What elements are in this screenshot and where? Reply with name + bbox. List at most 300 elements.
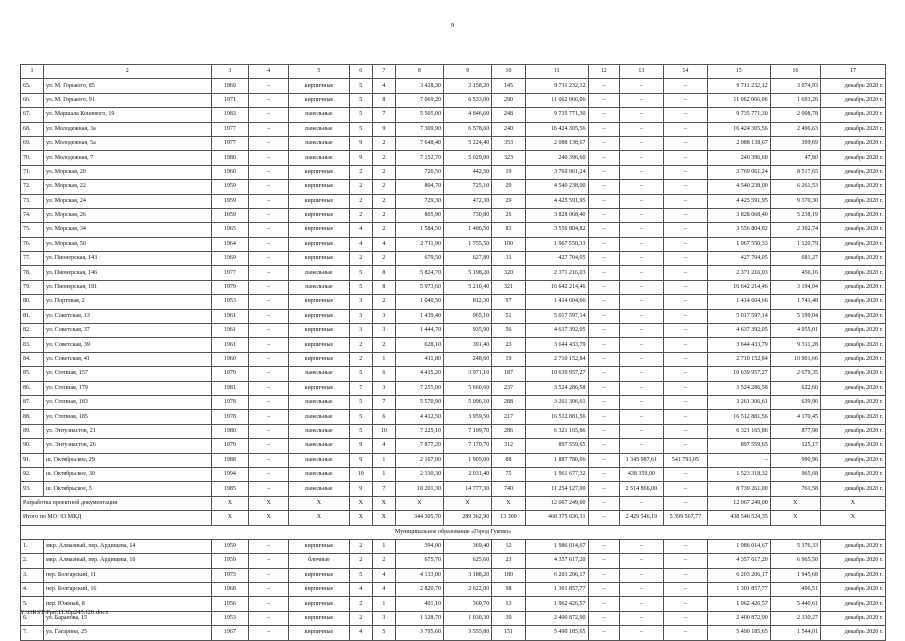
table-cell: декабрь 2020 г.	[820, 280, 885, 294]
table-cell: 2	[372, 554, 395, 568]
table-cell: 7	[372, 482, 395, 496]
table-cell: 427 704,05	[525, 252, 588, 266]
table-cell: X	[372, 496, 395, 510]
page-number: 9	[450, 22, 455, 29]
table-cell: 3 524 286,58	[525, 381, 588, 395]
table-cell: панельные	[289, 424, 350, 438]
table-cell: 1960	[211, 352, 249, 366]
table-cell: –	[663, 93, 707, 107]
table-cell: 1959	[211, 554, 249, 568]
table-cell: 3 644 433,79	[525, 338, 588, 352]
table-cell: –	[249, 626, 289, 640]
table-cell: 725,10	[444, 180, 492, 194]
table-cell: –	[588, 122, 619, 136]
table-cell: 1 967 550,33	[707, 237, 770, 251]
table-cell: ул. Пионерская, 181	[44, 280, 212, 294]
table-cell: 5 376,33	[770, 539, 820, 553]
table-cell: –	[619, 194, 663, 208]
table-cell: декабрь 2020 г.	[820, 583, 885, 597]
table-cell: –	[588, 338, 619, 352]
table-cell: 2	[372, 295, 395, 309]
table-cell: кирпичные	[289, 237, 350, 251]
table-cell: 8	[372, 266, 395, 280]
table-cell: ул. М. Горького, 85	[44, 79, 212, 93]
table-cell: 19	[492, 352, 526, 366]
table-row	[21, 180, 886, 194]
table-cell: –	[663, 165, 707, 179]
table-cell: 240 396,60	[707, 151, 770, 165]
table-cell: ул. Маршала Кошевого, 19	[44, 108, 212, 122]
table-cell: 5 017 597,14	[525, 309, 588, 323]
table-cell: 6 203 206,17	[707, 568, 770, 582]
table-row	[21, 165, 886, 179]
table-cell: 4 540 238,00	[525, 180, 588, 194]
table-cell: 3 769 061,24	[525, 165, 588, 179]
table-cell: 5 660,60	[444, 381, 492, 395]
column-number-cell: 11	[525, 65, 588, 79]
table-cell: 80.	[21, 295, 44, 309]
table-cell: 79.	[21, 280, 44, 294]
table-cell: –	[619, 583, 663, 597]
table-cell: –	[588, 223, 619, 237]
table-cell: 1979	[211, 280, 249, 294]
table-cell: 456,16	[770, 266, 820, 280]
table-cell: 85.	[21, 367, 44, 381]
table-cell: –	[249, 554, 289, 568]
table-cell: 39	[492, 611, 526, 625]
table-cell: 23	[492, 338, 526, 352]
table-cell: 7	[372, 395, 395, 409]
table-cell: ул. Степная, 185	[44, 410, 212, 424]
table-cell: –	[619, 252, 663, 266]
table-cell: 399,69	[770, 136, 820, 150]
table-cell: 5 440,61	[770, 597, 820, 611]
table-cell: декабрь 2020 г.	[820, 539, 885, 553]
table-cell: 897 559,65	[525, 439, 588, 453]
table-cell: X	[249, 511, 289, 525]
table-cell: пер. Болгарский, 16	[44, 583, 212, 597]
table-cell: 3	[372, 309, 395, 323]
table-cell: –	[663, 280, 707, 294]
table-cell: декабрь 2020 г.	[820, 136, 885, 150]
table-cell: 2 330,27	[770, 611, 820, 625]
table-cell: –	[249, 266, 289, 280]
table-cell: 51	[492, 309, 526, 323]
table-cell: 323	[492, 151, 526, 165]
table-cell: 9	[349, 151, 372, 165]
table-cell: 3 556 804,82	[707, 223, 770, 237]
table-cell: панельные	[289, 122, 350, 136]
table-cell: –	[663, 424, 707, 438]
table-row	[21, 395, 886, 409]
table-cell: ул. Морская, 20	[44, 165, 212, 179]
column-number-cell: 13	[619, 65, 663, 79]
table-cell: 9	[372, 122, 395, 136]
table-cell: декабрь 2020 г.	[820, 611, 885, 625]
table-cell: 1	[372, 597, 395, 611]
table-cell: 4	[372, 79, 395, 93]
table-cell: –	[588, 108, 619, 122]
table-cell: 965,68	[770, 467, 820, 481]
table-cell: декабрь 2020 г.	[820, 180, 885, 194]
table-cell: мкр. Алмазный, пер. Ардищева, 16	[44, 554, 212, 568]
table-cell: 4 637 392,05	[707, 324, 770, 338]
table-cell: декабрь 2020 г.	[820, 295, 885, 309]
table-row	[21, 252, 886, 266]
table-cell: кирпичные	[289, 252, 350, 266]
table-cell: 5 029,00	[444, 151, 492, 165]
design-documentation-row	[21, 496, 886, 510]
table-cell: декабрь 2020 г.	[820, 338, 885, 352]
table-cell: 394,00	[395, 539, 443, 553]
table-cell: 2	[349, 597, 372, 611]
column-number-cell: 14	[663, 65, 707, 79]
table-cell: 23	[492, 554, 526, 568]
table-row	[21, 208, 886, 222]
table-cell: панельные	[289, 367, 350, 381]
table-cell: –	[663, 352, 707, 366]
table-cell: ш. Октябрьское, 29	[44, 453, 212, 467]
table-cell: –	[663, 338, 707, 352]
table-cell: –	[588, 568, 619, 582]
table-cell: 1979	[211, 367, 249, 381]
table-cell: ул. Советская, 39	[44, 338, 212, 352]
table-cell: кирпичные	[289, 338, 350, 352]
table-cell: панельные	[289, 136, 350, 150]
table-cell: –	[663, 208, 707, 222]
table-cell: 6 533,00	[444, 93, 492, 107]
table-cell: декабрь 2020 г.	[820, 122, 885, 136]
table-cell: 286	[492, 424, 526, 438]
table-cell: 290	[492, 93, 526, 107]
table-cell: 1983	[211, 108, 249, 122]
table-cell: X	[349, 496, 372, 510]
table-cell: 29	[492, 194, 526, 208]
table-cell: 4	[372, 583, 395, 597]
table-cell: 805,90	[395, 208, 443, 222]
table-cell: ул. Степная, 157	[44, 367, 212, 381]
table-cell: 11 062 066,06	[707, 93, 770, 107]
table-cell: 145	[492, 79, 526, 93]
table-cell: 2 088 138,67	[707, 136, 770, 150]
table-cell: –	[663, 180, 707, 194]
table-cell: –	[588, 165, 619, 179]
table-cell: кирпичные	[289, 194, 350, 208]
table-cell: декабрь 2020 г.	[820, 165, 885, 179]
column-number-cell: 15	[707, 65, 770, 79]
table-cell: 1959	[211, 539, 249, 553]
table-cell: –	[663, 266, 707, 280]
table-cell: 18 201,30	[395, 482, 443, 496]
table-cell: 4.	[21, 583, 44, 597]
table-row	[21, 223, 886, 237]
table-cell: 4	[349, 237, 372, 251]
table-cell: –	[588, 252, 619, 266]
table-cell: –	[663, 611, 707, 625]
table-cell: 75.	[21, 223, 44, 237]
table-cell: 1 584,50	[395, 223, 443, 237]
table-cell: –	[588, 93, 619, 107]
table-cell: ул. Советская, 41	[44, 352, 212, 366]
table-cell: кирпичные	[289, 79, 350, 93]
table-cell: –	[619, 539, 663, 553]
table-cell: 10 639 957,27	[707, 367, 770, 381]
table-cell: 1 741,48	[770, 295, 820, 309]
table-cell: X	[820, 496, 885, 510]
table-cell: панельные	[289, 439, 350, 453]
table-cell: 3 828 068,40	[707, 208, 770, 222]
table-row	[21, 611, 886, 625]
table-cell: –	[663, 151, 707, 165]
table-cell: 13	[492, 597, 526, 611]
table-cell: 360,70	[444, 597, 492, 611]
table-row	[21, 338, 886, 352]
table-cell: 92.	[21, 467, 44, 481]
column-number-cell: 10	[492, 65, 526, 79]
table-cell: 4	[349, 626, 372, 640]
table-cell: –	[249, 280, 289, 294]
table-cell: 11 062 066,06	[525, 93, 588, 107]
table-cell: 4 357 617,20	[525, 554, 588, 568]
table-cell: 72.	[21, 180, 44, 194]
table-cell: 2 711,90	[395, 237, 443, 251]
table-cell: 1 961 677,32	[525, 467, 588, 481]
table-cell: кирпичные	[289, 93, 350, 107]
table-cell: 2 008,78	[770, 108, 820, 122]
table-cell: кирпичные	[289, 165, 350, 179]
table-cell: 10 901,66	[770, 352, 820, 366]
column-number-cell: 7	[372, 65, 395, 79]
table-cell: 442,50	[444, 165, 492, 179]
table-cell: 2	[372, 194, 395, 208]
table-cell: ул. Энтузиастов, 26	[44, 439, 212, 453]
table-cell: 1 523 318,32	[707, 467, 770, 481]
table-row	[21, 482, 886, 496]
table-cell: кирпичные	[289, 309, 350, 323]
table-row	[21, 266, 886, 280]
table-cell: 1 544,01	[770, 626, 820, 640]
table-cell: декабрь 2020 г.	[820, 352, 885, 366]
table-cell: 4 540 238,00	[707, 180, 770, 194]
table-cell: –	[619, 108, 663, 122]
table-cell: 125,17	[770, 439, 820, 453]
table-cell: –	[707, 453, 770, 467]
table-cell: кирпичные	[289, 611, 350, 625]
table-cell: 804,70	[395, 180, 443, 194]
table-row	[21, 324, 886, 338]
table-cell: 1 439,40	[395, 309, 443, 323]
table-cell: 5 198,20	[444, 266, 492, 280]
table-cell: декабрь 2020 г.	[820, 453, 885, 467]
table-cell: ул. Советская, 13	[44, 309, 212, 323]
table-cell: 5	[349, 410, 372, 424]
table-cell: 90.	[21, 439, 44, 453]
table-cell: –	[619, 424, 663, 438]
table-cell: –	[588, 381, 619, 395]
table-cell: декабрь 2020 г.	[820, 597, 885, 611]
table-cell: –	[663, 381, 707, 395]
table-cell: 16 512 881,56	[707, 410, 770, 424]
table-cell: –	[663, 252, 707, 266]
table-cell: 3 261 306,61	[707, 395, 770, 409]
table-cell: –	[588, 554, 619, 568]
table-cell: 240 396,60	[525, 151, 588, 165]
table-cell: 5	[349, 424, 372, 438]
table-cell: декабрь 2020 г.	[820, 424, 885, 438]
table-cell: –	[619, 367, 663, 381]
table-cell: –	[249, 108, 289, 122]
table-cell: –	[249, 583, 289, 597]
table-cell: 1977	[211, 266, 249, 280]
table-cell: X	[770, 496, 820, 510]
table-cell: 16 642 214,46	[707, 280, 770, 294]
table-cell: пер. Южный, 8	[44, 597, 212, 611]
table-row	[21, 539, 886, 553]
table-cell: 761,58	[770, 482, 820, 496]
table-cell: декабрь 2020 г.	[820, 93, 885, 107]
table-cell: декабрь 2020 г.	[820, 151, 885, 165]
table-cell: –	[619, 626, 663, 640]
table-row	[21, 453, 886, 467]
table-cell: 5 399 567,77	[663, 511, 707, 525]
table-cell: 1969	[211, 252, 249, 266]
table-cell: –	[588, 539, 619, 553]
table-cell: 2	[349, 208, 372, 222]
table-cell: 3 158,20	[444, 79, 492, 93]
table-cell: –	[619, 554, 663, 568]
table-cell: 1977	[211, 136, 249, 150]
table-cell: 7 255,00	[395, 381, 443, 395]
table-cell: 7 170,70	[444, 439, 492, 453]
table-cell: 2 429 546,19	[619, 511, 663, 525]
table-cell: 7 225,10	[395, 424, 443, 438]
table-cell: 1971	[211, 93, 249, 107]
table-cell: 679,50	[395, 252, 443, 266]
table-cell: 5 199,04	[770, 309, 820, 323]
table-cell: кирпичные	[289, 352, 350, 366]
table-cell: –	[249, 252, 289, 266]
table-cell: –	[588, 597, 619, 611]
table-cell: –	[588, 295, 619, 309]
table-cell: –	[663, 122, 707, 136]
table-cell: 2.	[21, 554, 44, 568]
table-cell: 88.	[21, 410, 44, 424]
table-row	[21, 626, 886, 640]
table-cell: 1961	[211, 309, 249, 323]
table-cell: декабрь 2020 г.	[820, 252, 885, 266]
table-cell: 2 622,00	[444, 583, 492, 597]
table-cell: 1959	[211, 194, 249, 208]
table-cell: 726,50	[395, 165, 443, 179]
table-cell: 740	[492, 482, 526, 496]
table-cell: кирпичные	[289, 223, 350, 237]
table-cell: 180	[492, 568, 526, 582]
table-cell: декабрь 2020 г.	[820, 439, 885, 453]
table-cell: декабрь 2020 г.	[820, 223, 885, 237]
table-cell: панельные	[289, 453, 350, 467]
table-cell: 78.	[21, 266, 44, 280]
table-cell: 1968	[211, 583, 249, 597]
table-cell: 6 261,53	[770, 180, 820, 194]
table-cell: панельные	[289, 395, 350, 409]
column-number-cell: 4	[249, 65, 289, 79]
table-cell: 2	[349, 165, 372, 179]
table-cell: 5 017 597,14	[707, 309, 770, 323]
table-cell: 320	[492, 266, 526, 280]
table-cell: 1956	[211, 597, 249, 611]
table-cell: 10	[372, 424, 395, 438]
table-cell: 3 261 306,61	[525, 395, 588, 409]
table-cell: 6	[372, 410, 395, 424]
table-cell: –	[249, 309, 289, 323]
table-cell: –	[588, 136, 619, 150]
table-cell: 2	[372, 208, 395, 222]
table-cell: 12	[492, 539, 526, 553]
table-cell: 6 578,60	[444, 122, 492, 136]
table-cell: 1953	[211, 611, 249, 625]
table-cell: 1967	[211, 626, 249, 640]
table-cell: –	[249, 381, 289, 395]
table-cell: –	[619, 309, 663, 323]
table-cell: –	[588, 511, 619, 525]
table-cell: ул. Морская, 50	[44, 237, 212, 251]
table-cell: 26	[492, 208, 526, 222]
table-cell: 6 321 165,86	[707, 424, 770, 438]
table-cell: ул. Морская, 22	[44, 180, 212, 194]
table-cell: 81.	[21, 309, 44, 323]
table-cell: 2 392,74	[770, 223, 820, 237]
table-cell: 9	[349, 453, 372, 467]
table-cell: 1961	[211, 324, 249, 338]
table-cell: 1 755,50	[444, 237, 492, 251]
table-cell: –	[663, 554, 707, 568]
table-cell: 3	[372, 381, 395, 395]
table-cell: 1959	[211, 180, 249, 194]
table-cell: кирпичные	[289, 568, 350, 582]
table-cell: 9 311,28	[770, 338, 820, 352]
table-cell: 16 424 305,56	[525, 122, 588, 136]
table-cell: 2 679,35	[770, 367, 820, 381]
table-cell: 8	[372, 93, 395, 107]
table-cell: 9 711 232,12	[525, 79, 588, 93]
table-cell: 1985	[211, 482, 249, 496]
table-cell: 1.	[21, 539, 44, 553]
table-cell: 70.	[21, 151, 44, 165]
table-cell: 3 555,80	[444, 626, 492, 640]
table-cell: 3 795,60	[395, 626, 443, 640]
table-cell: –	[249, 395, 289, 409]
table-cell: 5 490 185,65	[707, 626, 770, 640]
table-cell: 812,30	[444, 295, 492, 309]
table-cell: –	[249, 611, 289, 625]
table-cell: 1978	[211, 410, 249, 424]
table-cell: 2 371 216,03	[707, 266, 770, 280]
table-cell: 2 088 138,67	[525, 136, 588, 150]
table-cell: 1961	[211, 338, 249, 352]
table-cell: 4 357 617,20	[707, 554, 770, 568]
table-cell: –	[663, 136, 707, 150]
table-cell: –	[619, 324, 663, 338]
table-cell: 1 962 426,57	[707, 597, 770, 611]
table-row	[21, 151, 886, 165]
table-cell: –	[619, 439, 663, 453]
table-cell: 1 128,70	[395, 611, 443, 625]
table-cell: 5 224,40	[444, 136, 492, 150]
table-cell: 1 967 550,33	[525, 237, 588, 251]
table-cell: 9	[349, 136, 372, 150]
table-cell: 1960	[211, 165, 249, 179]
table-cell: –	[663, 467, 707, 481]
